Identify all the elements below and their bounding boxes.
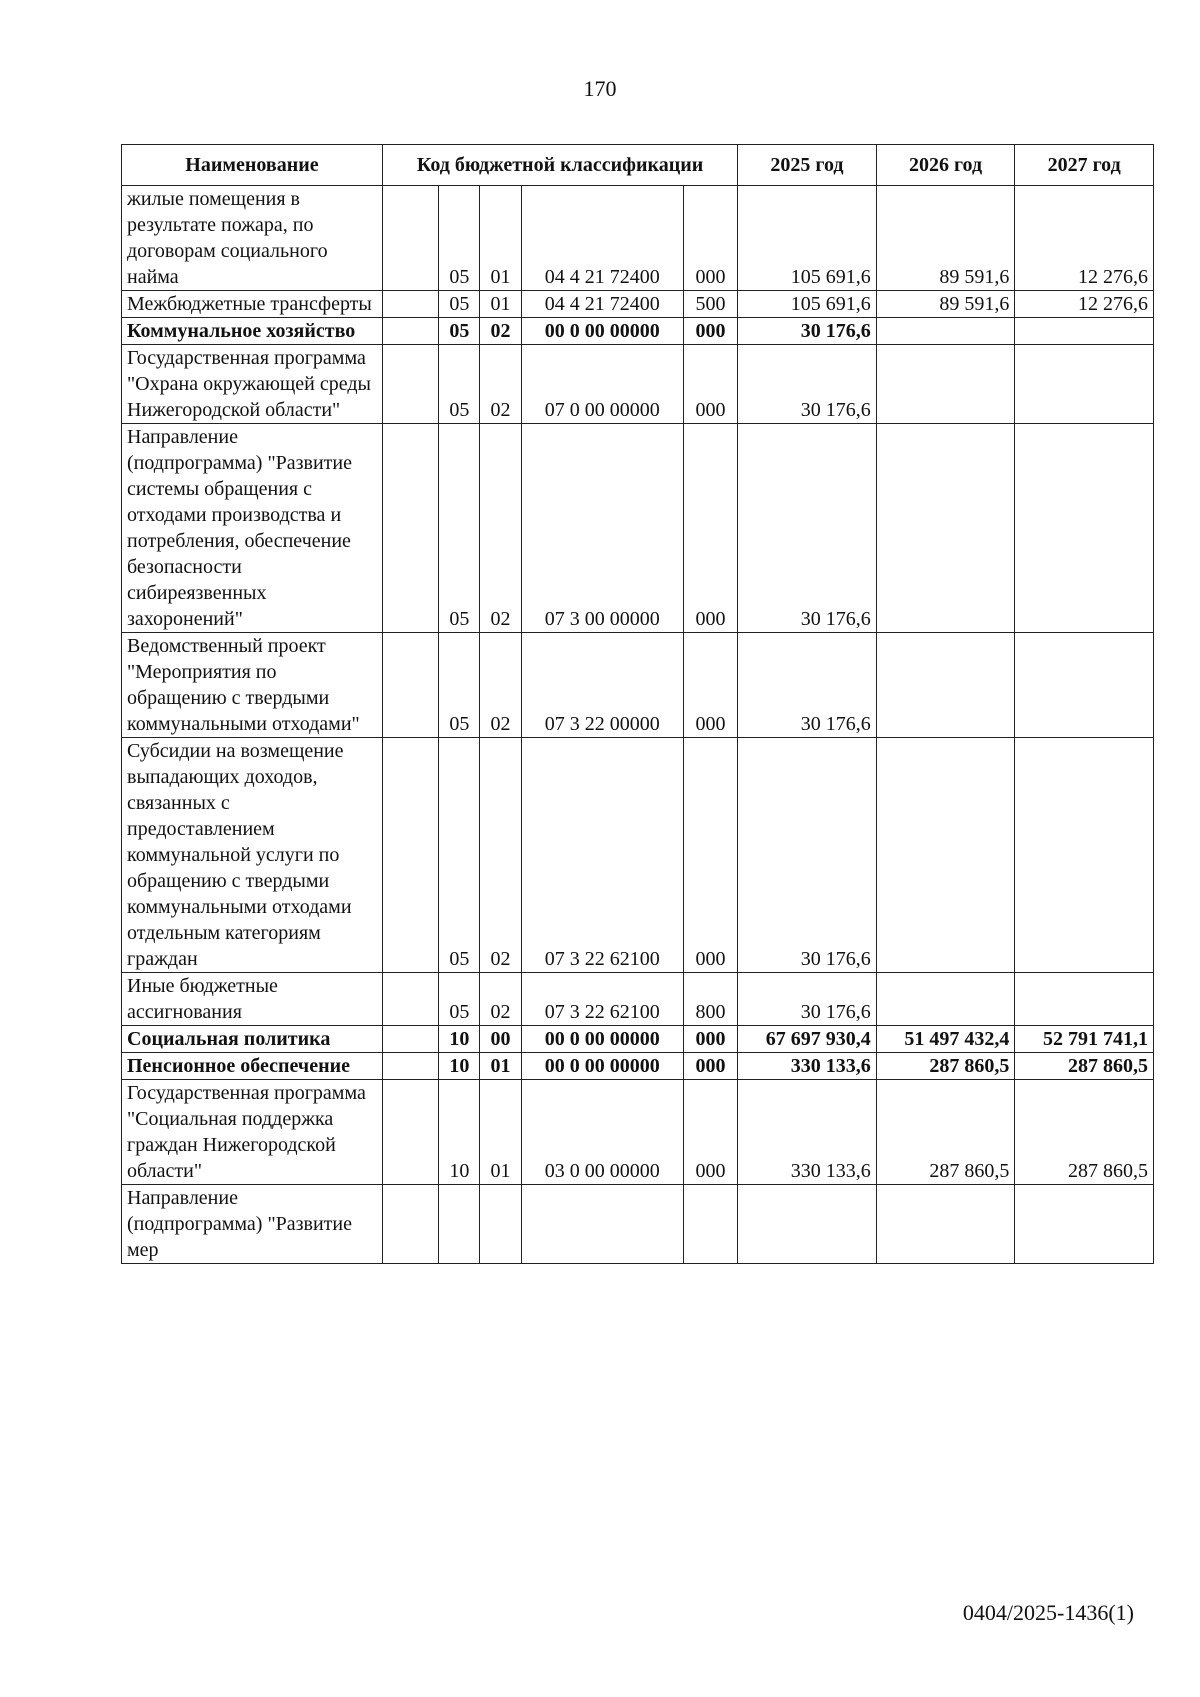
table-row [122,345,1154,424]
code-part-1 [382,291,438,318]
header-2025: 2025 год [738,145,877,186]
code-section: 05 [439,291,480,318]
code-target-article: 00 0 00 00000 [521,318,683,345]
code-target-article: 00 0 00 00000 [521,1026,683,1053]
code-expense-type: 000 [683,186,737,291]
table-row [122,633,1154,738]
value-2026 [876,424,1015,633]
code-part-1 [382,738,438,973]
code-subsection: 01 [480,291,521,318]
code-expense-type: 000 [683,318,737,345]
code-target-article: 04 4 21 72400 [521,186,683,291]
code-target-article: 00 0 00 00000 [521,1053,683,1080]
table-row [122,973,1154,1026]
row-name: Субсидии на возмещение выпадающих доходов, связанных с предоставлением коммунальной услуги по обращению с твердыми коммунальными отходами отдельным категориям граждан [122,738,383,973]
code-part-1 [382,424,438,633]
value-2026 [876,318,1015,345]
code-subsection: 02 [480,973,521,1026]
code-target-article: 07 3 22 62100 [521,973,683,1026]
value-2027 [1015,318,1154,345]
row-name: Иные бюджетные ассигнования [122,973,383,1026]
value-2027 [1015,424,1154,633]
table-row [122,1185,1154,1264]
code-part-1 [382,1053,438,1080]
code-target-article: 07 3 22 62100 [521,738,683,973]
code-subsection: 01 [480,186,521,291]
code-section: 05 [439,738,480,973]
code-target-article [521,1185,683,1264]
value-2026: 287 860,5 [876,1080,1015,1185]
value-2026: 51 497 432,4 [876,1026,1015,1053]
code-target-article: 07 3 22 00000 [521,633,683,738]
document-code: 0404/2025-1436(1) [962,1600,1134,1625]
table-header-row [122,145,1154,186]
code-section: 05 [439,345,480,424]
code-section: 10 [439,1026,480,1053]
code-expense-type: 000 [683,1053,737,1080]
value-2027 [1015,345,1154,424]
row-name: Межбюджетные трансферты [122,291,383,318]
code-section: 05 [439,318,480,345]
row-name: Социальная политика [122,1026,383,1053]
table-row [122,186,1154,291]
code-part-1 [382,1026,438,1053]
code-target-article: 07 3 00 00000 [521,424,683,633]
row-name: Коммунальное хозяйство [122,318,383,345]
value-2025: 105 691,6 [738,186,877,291]
value-2025: 30 176,6 [738,345,877,424]
code-subsection: 02 [480,345,521,424]
value-2027 [1015,738,1154,973]
value-2027: 287 860,5 [1015,1053,1154,1080]
code-target-article: 04 4 21 72400 [521,291,683,318]
table-row [122,1080,1154,1185]
value-2026: 89 591,6 [876,291,1015,318]
code-expense-type [683,1185,737,1264]
value-2025: 67 697 930,4 [738,1026,877,1053]
code-expense-type: 800 [683,973,737,1026]
row-name: Ведомственный проект "Мероприятия по обращению с твердыми коммунальными отходами" [122,633,383,738]
code-expense-type: 000 [683,424,737,633]
budget-table [121,144,1154,1264]
code-part-1 [382,186,438,291]
code-target-article: 07 0 00 00000 [521,345,683,424]
row-name: Пенсионное обеспечение [122,1053,383,1080]
code-subsection: 01 [480,1053,521,1080]
value-2025: 330 133,6 [738,1053,877,1080]
code-expense-type: 000 [683,633,737,738]
code-section: 10 [439,1053,480,1080]
code-expense-type: 000 [683,1026,737,1053]
code-subsection: 02 [480,633,521,738]
row-name: Направление (подпрограмма) "Развитие мер [122,1185,383,1264]
code-part-1 [382,973,438,1026]
code-section: 05 [439,424,480,633]
code-part-1 [382,1080,438,1185]
value-2025: 105 691,6 [738,291,877,318]
value-2026 [876,345,1015,424]
header-code: Код бюджетной классификации [382,145,737,186]
page-number: 170 [583,76,617,101]
code-section: 05 [439,186,480,291]
code-part-1 [382,318,438,345]
code-subsection: 01 [480,1080,521,1185]
value-2025: 30 176,6 [738,973,877,1026]
table-row [122,1053,1154,1080]
code-part-1 [382,633,438,738]
code-subsection: 02 [480,318,521,345]
row-name: Направление (подпрограмма) "Развитие системы обращения с отходами производства и потребления, обеспечение безопасности сибиреязвенных захоронений" [122,424,383,633]
table-row [122,1026,1154,1053]
value-2026: 287 860,5 [876,1053,1015,1080]
value-2027 [1015,973,1154,1026]
table-row [122,291,1154,318]
code-expense-type: 000 [683,345,737,424]
value-2026 [876,738,1015,973]
code-part-1 [382,345,438,424]
code-expense-type: 000 [683,738,737,973]
header-2026: 2026 год [876,145,1015,186]
code-part-1 [382,1185,438,1264]
header-2027: 2027 год [1015,145,1154,186]
value-2025: 30 176,6 [738,424,877,633]
value-2027 [1015,1185,1154,1264]
header-name: Наименование [122,145,383,186]
code-section: 10 [439,1080,480,1185]
table-row [122,738,1154,973]
value-2025: 30 176,6 [738,318,877,345]
value-2025 [738,1185,877,1264]
value-2027 [1015,633,1154,738]
table-row [122,318,1154,345]
value-2026 [876,973,1015,1026]
value-2027: 12 276,6 [1015,291,1154,318]
code-section: 05 [439,973,480,1026]
code-subsection: 02 [480,424,521,633]
row-name: Государственная программа "Охрана окружающей среды Нижегородской области" [122,345,383,424]
code-subsection: 00 [480,1026,521,1053]
value-2027: 52 791 741,1 [1015,1026,1154,1053]
code-subsection [480,1185,521,1264]
value-2027: 12 276,6 [1015,186,1154,291]
code-expense-type: 000 [683,1080,737,1185]
value-2025: 30 176,6 [738,738,877,973]
code-expense-type: 500 [683,291,737,318]
row-name: жилые помещения в результате пожара, по договорам социального найма [122,186,383,291]
value-2027: 287 860,5 [1015,1080,1154,1185]
code-subsection: 02 [480,738,521,973]
table-row [122,424,1154,633]
value-2026 [876,1185,1015,1264]
row-name: Государственная программа "Социальная поддержка граждан Нижегородской области" [122,1080,383,1185]
value-2025: 30 176,6 [738,633,877,738]
value-2026: 89 591,6 [876,186,1015,291]
code-section: 05 [439,633,480,738]
code-section [439,1185,480,1264]
value-2026 [876,633,1015,738]
value-2025: 330 133,6 [738,1080,877,1185]
code-target-article: 03 0 00 00000 [521,1080,683,1185]
